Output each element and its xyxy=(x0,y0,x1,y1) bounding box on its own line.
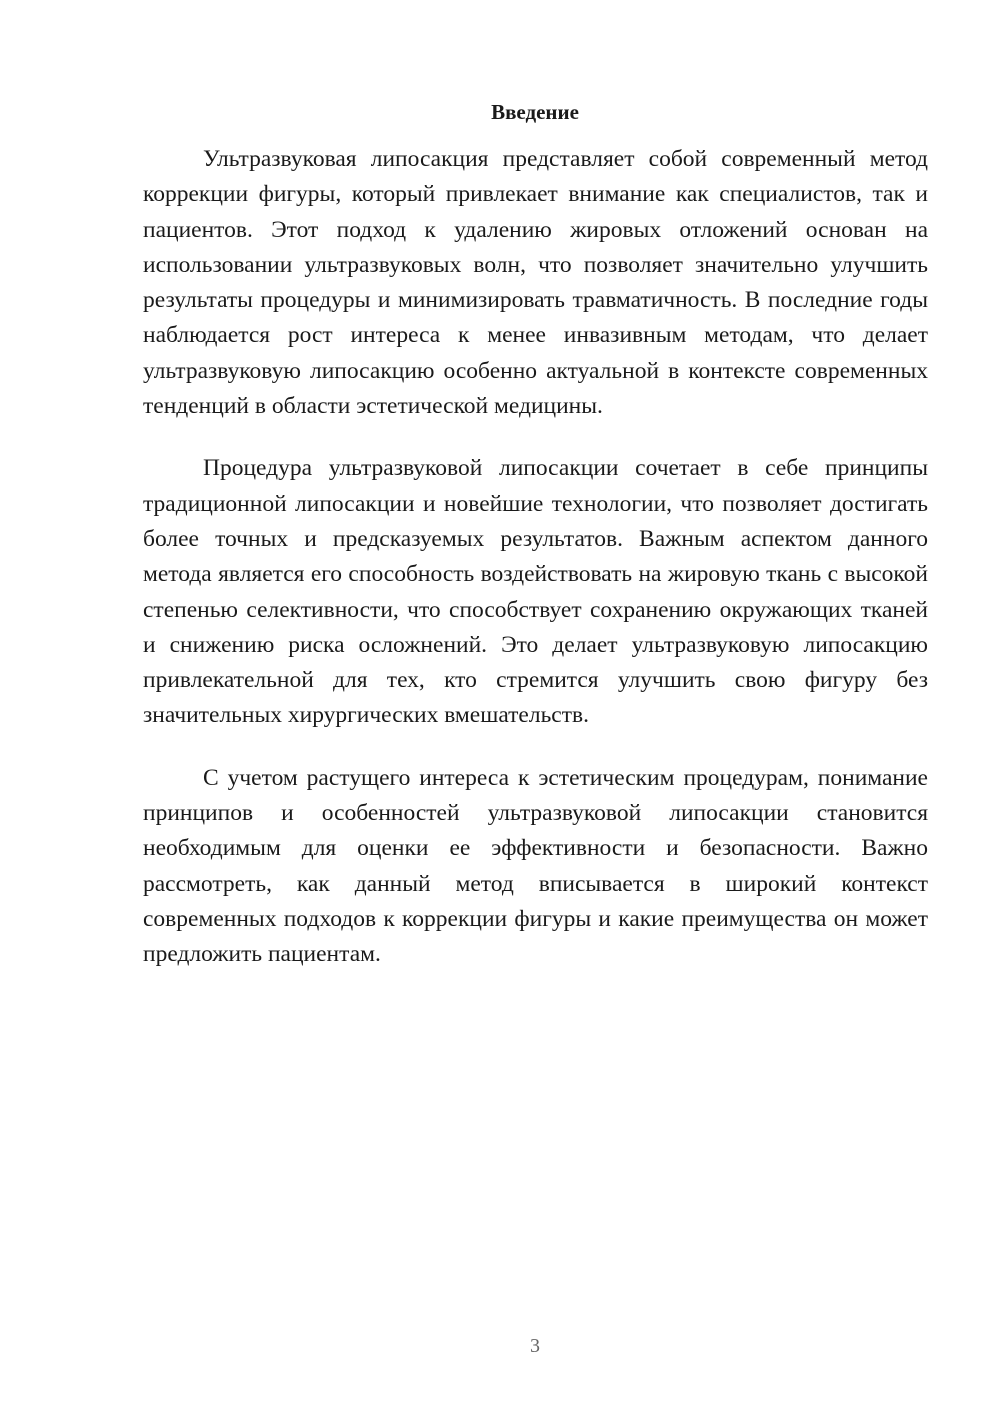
paragraph-2: Процедура ультразвуковой липосакции сочетает в себе принципы традиционной липосакции и новейшие технологии, что позволяет достигать более точных и предсказуемых результатов. Важным аспектом данного метода является его способность воздействовать на жировую ткань с высокой степенью селективности, что способствует сохранению окружающих тканей и снижению риска осложнений. Это делает ультразвуковую липосакцию привлекательной для тех, кто стремится улучшить свою фигуру без значительных хирургических вмешательств. xyxy=(143,455,928,729)
page-number: 3 xyxy=(530,1335,540,1357)
body-text xyxy=(143,142,928,1000)
paragraph-1: Ультразвуковая липосакция представляет собой современный метод коррекции фигуры, который привлекает внимание как специалистов, так и пациентов. Этот подход к удалению жировых отложений основан на использовании ультразвуковых волн, что позволяет значительно улучшить результаты процедуры и минимизировать травматичность. В последние годы наблюдается рост интереса к менее инвазивным методам, что делает ультразвуковую липосакцию особенно актуальной в контексте современных тенденций в области эстетической медицины. xyxy=(143,146,928,420)
paragraph-3: С учетом растущего интереса к эстетическим процедурам, понимание принципов и особенностей ультразвуковой липосакции становится необходимым для оценки ее эффективности и безопасности. Важно рассмотреть, как данный метод вписывается в широкий контекст современных подходов к коррекции фигуры и какие преимущества он может предложить пациентам. xyxy=(143,764,928,968)
section-heading: Введение xyxy=(491,100,579,124)
